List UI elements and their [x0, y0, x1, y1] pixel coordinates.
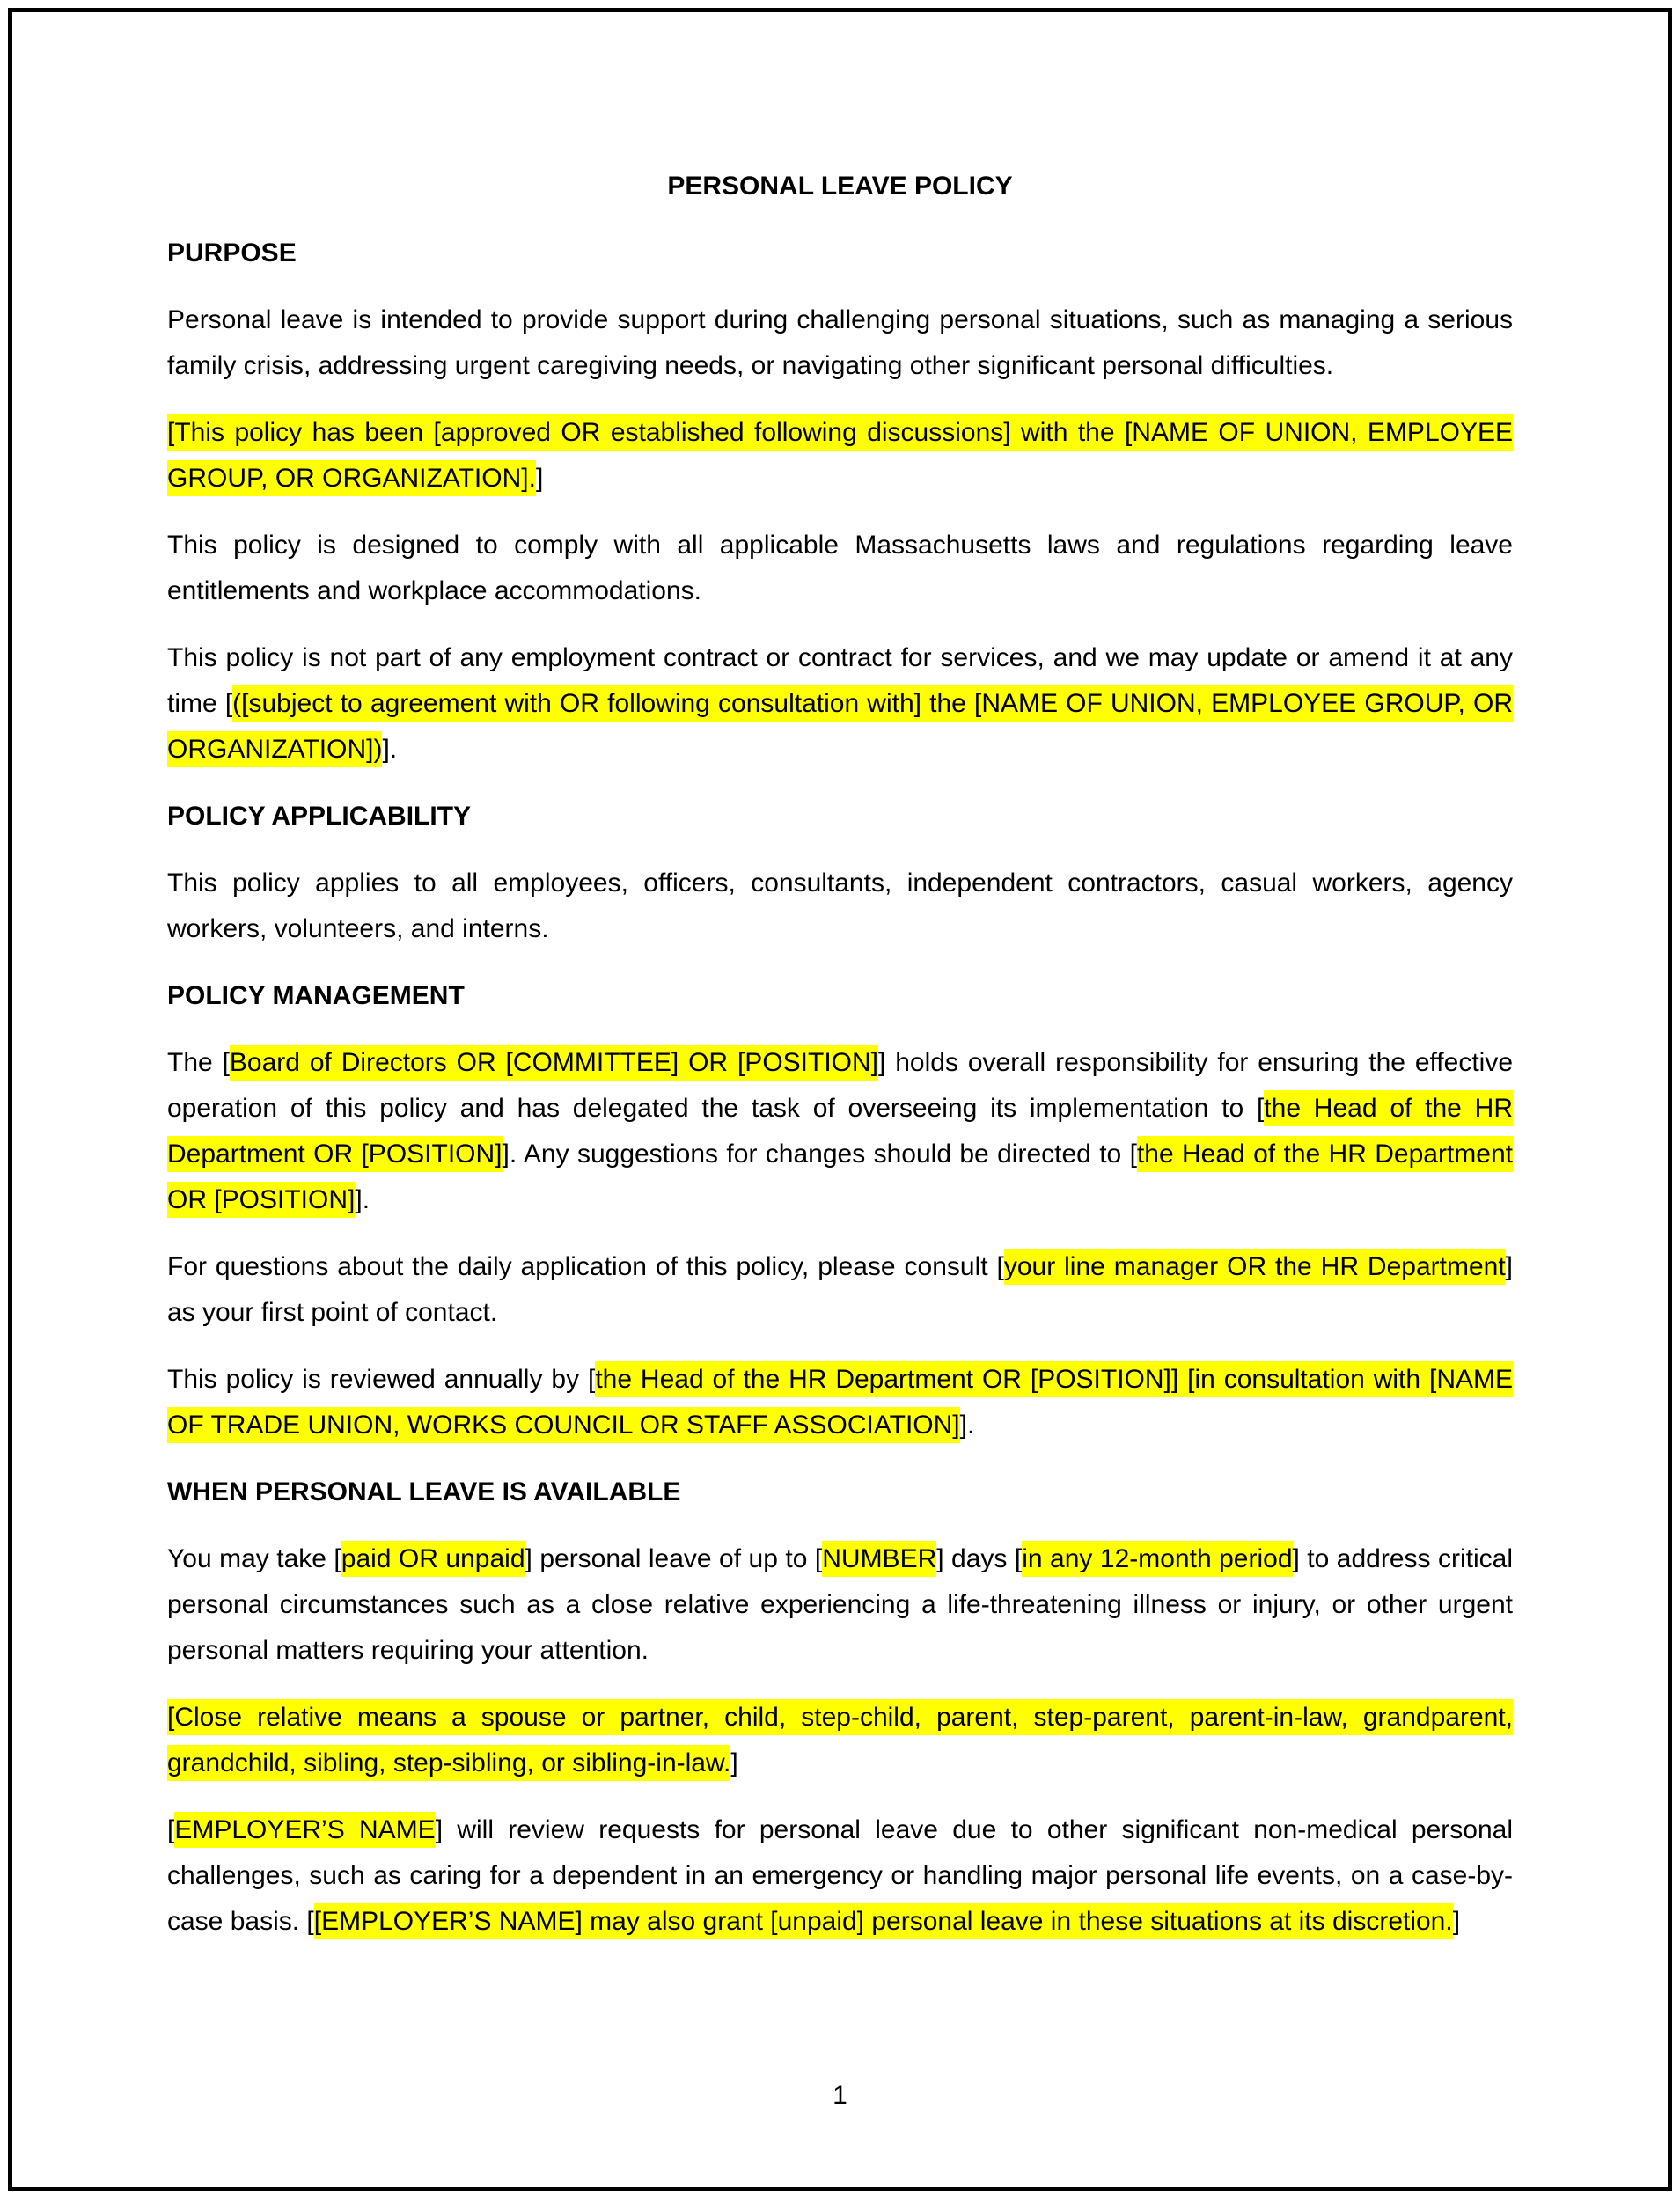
highlighted-text: the Head of the HR Department OR [POSITION]] [in consultation with [NAME OF TRADE UNION, WORKS COUNCIL OR STAFF ASSOCIATION]	[167, 1361, 1513, 1443]
text-run: WHEN PERSONAL LEAVE IS AVAILABLE	[167, 1477, 681, 1506]
paragraph	[167, 861, 1513, 952]
text-run: ].	[355, 1185, 370, 1214]
text-run: The [	[167, 1048, 230, 1077]
highlighted-text: your line manager OR the HR Department	[1004, 1249, 1506, 1285]
highlighted-text: the Head of the HR Department OR [POSITION]	[167, 1090, 1513, 1172]
text-run: ] to address critical personal circumstances such as a close relative experiencing a life-threatening illness or injury, or other urgent personal matters requiring your attention.	[167, 1544, 1514, 1665]
highlighted-text: [This policy has been [approved OR established following discussions] with the [NAME OF UNION, EMPLOYEE GROUP, OR ORGANIZATION].	[167, 414, 1513, 496]
paragraph	[167, 410, 1513, 502]
text-run: ]. Any suggestions for changes should be directed to [	[502, 1140, 1137, 1169]
section-heading	[167, 231, 1513, 276]
text-run: This policy is designed to comply with all applicable Massachusetts laws and regulations regarding leave entitlements and workplace accommodations.	[167, 531, 1513, 605]
text-run: Personal leave is intended to provide support during challenging personal situations, such as managing a serious family crisis, addressing urgent caregiving needs, or navigating other significant personal difficulties.	[167, 305, 1513, 380]
text-run: This policy applies to all employees, officers, consultants, independent contractors, casual workers, agency workers, volunteers, and interns.	[167, 869, 1513, 943]
text-run: For questions about the daily application of this policy, please consult [	[167, 1252, 1004, 1281]
document-title	[167, 164, 1513, 209]
paragraph	[167, 297, 1513, 389]
document-body	[167, 164, 1513, 1966]
text-run: ] days [	[936, 1544, 1023, 1573]
highlighted-text: [EMPLOYER’S NAME] may also grant [unpaid] personal leave in these situations at its discretion.	[314, 1903, 1453, 1939]
paragraph	[167, 523, 1513, 614]
paragraph	[167, 1040, 1513, 1223]
text-run: PERSONAL LEAVE POLICY	[667, 172, 1013, 201]
text-run: ]	[535, 464, 544, 493]
highlighted-text: Board of Directors OR [COMMITTEE] OR [POSITION]	[230, 1045, 878, 1081]
paragraph	[167, 1695, 1513, 1786]
text-run: ] personal leave of up to [	[525, 1544, 823, 1573]
text-run: ] as your first point of contact.	[167, 1252, 1514, 1327]
text-run: PURPOSE	[167, 238, 297, 268]
text-run: ].	[382, 735, 398, 764]
highlighted-text: EMPLOYER’S NAME	[174, 1812, 435, 1848]
text-run: POLICY MANAGEMENT	[167, 981, 465, 1010]
text-run: [	[167, 1815, 175, 1844]
highlighted-text: NUMBER	[822, 1541, 936, 1577]
highlighted-text: paid OR unpaid	[341, 1541, 525, 1577]
text-run: ] will review requests for personal leave due to other significant non-medical personal challenges, such as caring for a dependent in an emergency or handling major personal life events, on a case-by-case basis. [	[167, 1815, 1513, 1936]
text-run: You may take [	[167, 1544, 341, 1573]
section-heading	[167, 794, 1513, 839]
section-heading	[167, 973, 1513, 1019]
text-run: POLICY APPLICABILITY	[167, 802, 472, 831]
paragraph	[167, 635, 1513, 773]
highlighted-text: ([subject to agreement with OR following consultation with] the [NAME OF UNION, EMPLOYEE GROUP, OR ORGANIZATION])	[167, 685, 1513, 767]
paragraph	[167, 1807, 1513, 1945]
text-run: This policy is not part of any employment contract or contract for services, and we may update or amend it at any time [	[167, 643, 1513, 718]
text-run: This policy is reviewed annually by [	[167, 1365, 596, 1394]
highlighted-text: the Head of the HR Department OR [POSITION]	[167, 1136, 1513, 1218]
paragraph	[167, 1357, 1513, 1448]
text-run: ] holds overall responsibility for ensuring the effective operation of this policy and has delegated the task of overseeing its implementation to [	[167, 1048, 1513, 1123]
text-run: ].	[959, 1411, 975, 1440]
highlighted-text: in any 12-month period	[1022, 1541, 1292, 1577]
section-heading	[167, 1470, 1513, 1515]
text-run: ]	[1452, 1907, 1461, 1936]
paragraph	[167, 1244, 1513, 1336]
paragraph	[167, 1536, 1513, 1674]
page-number: 1	[833, 2081, 847, 2110]
highlighted-text: [Close relative means a spouse or partner, child, step-child, parent, step-parent, parent-in-law, grandparent, grandchild, sibling, step-sibling, or sibling-in-law.	[167, 1699, 1513, 1781]
text-run: ]	[730, 1748, 738, 1778]
